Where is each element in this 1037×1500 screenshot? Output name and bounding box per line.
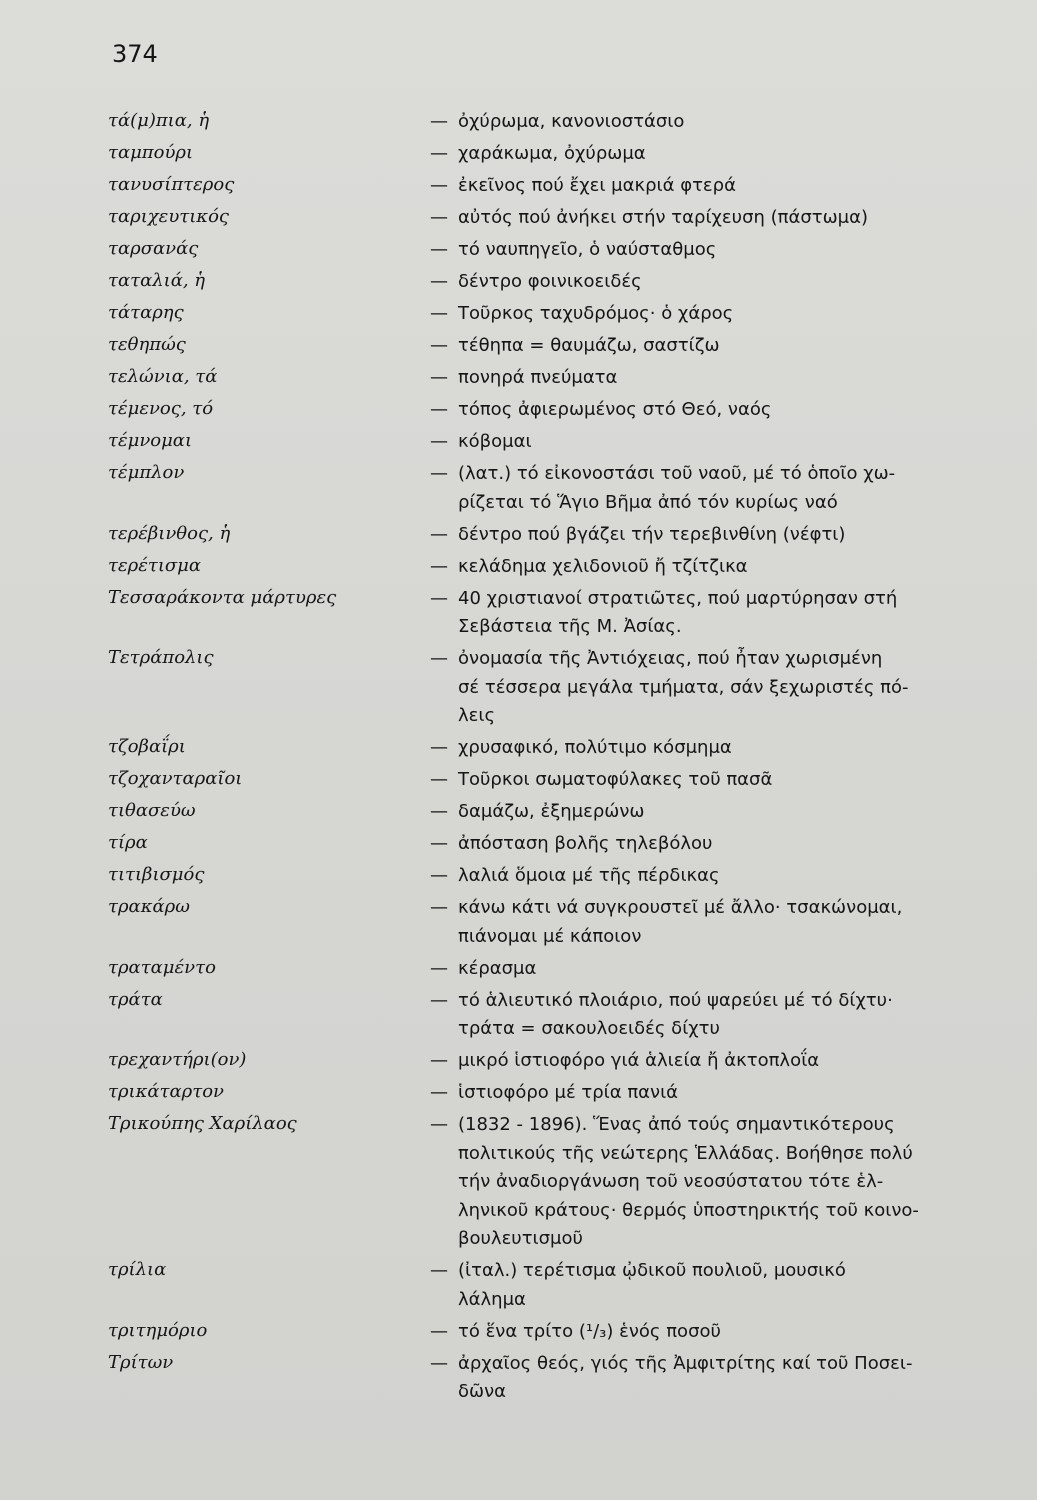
definition-line: σέ τέσσερα μεγάλα τμήματα, σάν ξεχωριστές πό- [458, 676, 909, 698]
definition-line: λάλημα [458, 1288, 526, 1310]
definition-line: μικρό ἱστιοφόρο γιά ἁλιεία ἤ ἀκτοπλοΐα [458, 1050, 820, 1071]
glossary-entry [108, 553, 968, 582]
entry-definition [430, 268, 968, 297]
entry-definition [430, 1257, 968, 1314]
entry-definition [430, 332, 968, 361]
entry-term: τεθηπώς [108, 334, 186, 355]
glossary-entry [108, 862, 968, 891]
glossary-entry [108, 521, 968, 550]
definition-line: ἐκεῖνος πού ἔχει μακριά φτερά [458, 175, 736, 196]
definition-line: ἱστιοφόρο μέ τρία πανιά [458, 1082, 679, 1103]
definition-line: Σεβάστεια τῆς Μ. Ἀσίας. [458, 616, 682, 637]
entry-term: τέμπλον [108, 462, 185, 483]
entry-definition [430, 830, 968, 859]
glossary-entry [108, 645, 968, 731]
entry-term: τρεχαντήρι(ον) [108, 1049, 247, 1070]
em-dash: — [430, 769, 448, 790]
entry-definition [430, 766, 968, 795]
glossary-entry [108, 1047, 968, 1076]
em-dash: — [430, 1114, 448, 1135]
entry-term: τράτα [108, 988, 163, 1010]
entry-definition [430, 734, 968, 763]
glossary-entry [108, 460, 968, 517]
entry-definition [430, 1111, 968, 1254]
glossary-entry [108, 894, 968, 951]
entry-definition [430, 987, 968, 1044]
entry-definition [430, 894, 968, 951]
entry-term: τρικάταρτον [108, 1081, 224, 1102]
entry-term: τζοχανταραῖοι [108, 768, 243, 789]
em-dash: — [430, 1352, 448, 1374]
em-dash: — [430, 957, 448, 979]
entry-definition [430, 300, 968, 329]
definition-line: τό ἁλιευτικό πλοιάριο, πού ψαρεύει μέ τό δίχτυ· [458, 989, 893, 1011]
definition-line: κάνω κάτι νά συγκρουστεῖ μέ ἄλλο· τσακώνομαι, [458, 897, 903, 918]
em-dash: — [430, 1260, 448, 1281]
entry-term: ταριχευτικός [108, 206, 229, 227]
glossary-entry [108, 364, 968, 393]
em-dash: — [430, 989, 448, 1011]
em-dash: — [430, 865, 448, 886]
em-dash: — [430, 1082, 448, 1103]
definition-line: πονηρά πνεύματα [458, 367, 618, 388]
entry-term: Τετράπολις [108, 647, 214, 668]
em-dash: — [430, 1320, 448, 1342]
entry-term: τιτιβισμός [108, 864, 205, 885]
em-dash: — [430, 207, 448, 228]
entry-term: τραταμέντο [108, 956, 216, 978]
em-dash: — [430, 239, 448, 260]
definition-line: βουλευτισμοῦ [458, 1228, 583, 1249]
definition-line: ἀρχαῖος θεός, γιός τῆς Ἀμφιτρίτης καί τοῦ Ποσει- [458, 1352, 913, 1374]
glossary-entry [108, 428, 968, 457]
entry-term: Τρικούπης Χαρίλαος [108, 1113, 297, 1134]
em-dash: — [430, 737, 448, 758]
em-dash: — [430, 335, 448, 356]
em-dash: — [430, 1050, 448, 1071]
glossary-entry [108, 734, 968, 763]
entry-term: Τεσσαράκοντα μάρτυρες [108, 586, 337, 608]
entry-definition [430, 108, 968, 137]
em-dash: — [430, 367, 448, 388]
glossary-entry [108, 1318, 968, 1347]
definition-line: Τοῦρκοι σωματοφύλακες τοῦ πασᾶ [458, 769, 773, 790]
entry-term: τά(μ)πια, ἡ [108, 110, 210, 131]
definition-line: τέθηπα = θαυμάζω, σαστίζω [458, 335, 720, 356]
glossary-entries [108, 108, 968, 1410]
em-dash: — [430, 463, 448, 484]
em-dash: — [430, 303, 448, 324]
definition-line: δαμάζω, ἐξημερώνω [458, 801, 645, 822]
em-dash: — [430, 801, 448, 822]
definition-line: (1832 - 1896). Ἕνας ἀπό τούς σημαντικότερους [458, 1114, 895, 1135]
definition-line: (ἰταλ.) τερέτισμα ᾠδικοῦ πουλιοῦ, μουσικό [458, 1260, 846, 1281]
entry-term: τέμνομαι [108, 430, 193, 451]
entry-definition [430, 364, 968, 393]
definition-line: λαλιά ὅμοια μέ τῆς πέρδικας [458, 865, 720, 886]
glossary-entry [108, 987, 968, 1044]
em-dash: — [430, 897, 448, 918]
definition-line: τόπος ἀφιερωμένος στό Θεό, ναός [458, 399, 772, 420]
glossary-entry [108, 300, 968, 329]
definition-line: χρυσαφικό, πολύτιμο κόσμημα [458, 737, 732, 758]
em-dash: — [430, 143, 448, 164]
glossary-entry [108, 268, 968, 297]
em-dash: — [430, 555, 448, 577]
glossary-entry [108, 172, 968, 201]
entry-term: τζοβαΐρι [108, 736, 186, 757]
glossary-entry [108, 1257, 968, 1314]
em-dash: — [430, 523, 448, 545]
glossary-entry [108, 1350, 968, 1407]
glossary-entry [108, 332, 968, 361]
glossary-entry [108, 585, 968, 642]
glossary-entry [108, 830, 968, 859]
entry-definition [430, 585, 968, 642]
definition-line: τό ναυπηγεῖο, ὁ ναύσταθμος [458, 239, 717, 260]
entry-term: τρακάρω [108, 896, 190, 917]
entry-definition [430, 862, 968, 891]
definition-line: χαράκωμα, ὀχύρωμα [458, 143, 646, 164]
definition-line: 40 χριστιανοί στρατιῶτες, πού μαρτύρησαν στή [458, 587, 898, 609]
definition-line: ὀχύρωμα, κανονιοστάσιο [458, 111, 685, 132]
definition-line: ὀνομασία τῆς Ἀντιόχειας, πού ἦταν χωρισμένη [458, 648, 883, 669]
entry-definition [430, 1318, 968, 1347]
entry-term: ταμπούρι [108, 142, 194, 163]
entry-term: τιθασεύω [108, 800, 196, 821]
definition-line: πιάνομαι μέ κάποιον [458, 925, 642, 947]
glossary-entry [108, 204, 968, 233]
definition-line: τό ἕνα τρίτο (¹/₃) ἑνός ποσοῦ [458, 1320, 721, 1342]
em-dash: — [430, 648, 448, 669]
page-number: 374 [112, 40, 158, 68]
glossary-entry [108, 955, 968, 984]
glossary-entry [108, 1111, 968, 1254]
entry-term: τάταρης [108, 302, 184, 323]
entry-term: τελώνια, τά [108, 366, 218, 387]
em-dash: — [430, 833, 448, 854]
entry-term: τίρα [108, 832, 148, 853]
glossary-entry [108, 766, 968, 795]
definition-line: δέντρο πού βγάζει τήν τερεβινθίνη (νέφτι) [458, 523, 846, 545]
entry-definition [430, 1047, 968, 1076]
entry-definition [430, 428, 968, 457]
entry-term: τρίλια [108, 1259, 167, 1280]
em-dash: — [430, 587, 448, 609]
glossary-entry [108, 1079, 968, 1108]
definition-line: κελάδημα χελιδονιοῦ ἤ τζίτζικα [458, 555, 748, 577]
glossary-entry [108, 236, 968, 265]
entry-term: ταταλιά, ἡ [108, 270, 206, 291]
entry-term: τέμενος, τό [108, 398, 214, 419]
em-dash: — [430, 111, 448, 132]
em-dash: — [430, 399, 448, 420]
entry-term: Τρίτων [108, 1351, 174, 1373]
glossary-entry [108, 140, 968, 169]
entry-definition [430, 798, 968, 827]
entry-term: τανυσίπτερος [108, 174, 235, 195]
definition-line: δέντρο φοινικοειδές [458, 271, 642, 292]
entry-definition [430, 521, 968, 550]
entry-definition [430, 396, 968, 425]
em-dash: — [430, 271, 448, 292]
glossary-entry [108, 108, 968, 137]
definition-line: αὐτός πού ἀνήκει στήν ταρίχευση (πάστωμα) [458, 207, 868, 228]
definition-line: τήν ἀναδιοργάνωση τοῦ νεοσύστατου τότε ἑλ- [458, 1171, 884, 1192]
definition-line: τράτα = σακουλοειδές δίχτυ [458, 1018, 720, 1039]
entry-definition [430, 645, 968, 731]
entry-definition [430, 236, 968, 265]
entry-definition [430, 955, 968, 984]
definition-line: λεις [458, 705, 496, 726]
entry-definition [430, 172, 968, 201]
definition-line: δῶνα [458, 1381, 507, 1402]
definition-line: πολιτικούς τῆς νεώτερης Ἑλλάδας. Βοήθησε πολύ [458, 1142, 913, 1164]
entry-term: τερέβινθος, ἡ [108, 522, 231, 544]
glossary-entry [108, 798, 968, 827]
entry-definition [430, 553, 968, 582]
definition-line: κέρασμα [458, 957, 537, 979]
definition-line: κόβομαι [458, 431, 532, 452]
definition-line: Τοῦρκος ταχυδρόμος· ὁ χάρος [458, 303, 734, 324]
entry-term: τερέτισμα [108, 554, 202, 576]
glossary-entry [108, 396, 968, 425]
em-dash: — [430, 175, 448, 196]
entry-definition [430, 204, 968, 233]
definition-line: ρίζεται τό Ἅγιο Βῆμα ἀπό τόν κυρίως ναό [458, 491, 838, 513]
entry-definition [430, 1350, 968, 1407]
definition-line: (λατ.) τό εἰκονοστάσι τοῦ ναοῦ, μέ τό ὁποῖο χω- [458, 463, 896, 484]
entry-definition [430, 460, 968, 517]
entry-term: τριτημόριο [108, 1319, 208, 1341]
entry-definition [430, 140, 968, 169]
definition-line: ληνικοῦ κράτους· θερμός ὑποστηρικτής τοῦ κοινο- [458, 1199, 919, 1221]
definition-line: ἀπόσταση βολῆς τηλεβόλου [458, 833, 713, 854]
entry-term: ταρσανάς [108, 238, 199, 259]
entry-definition [430, 1079, 968, 1108]
em-dash: — [430, 431, 448, 452]
